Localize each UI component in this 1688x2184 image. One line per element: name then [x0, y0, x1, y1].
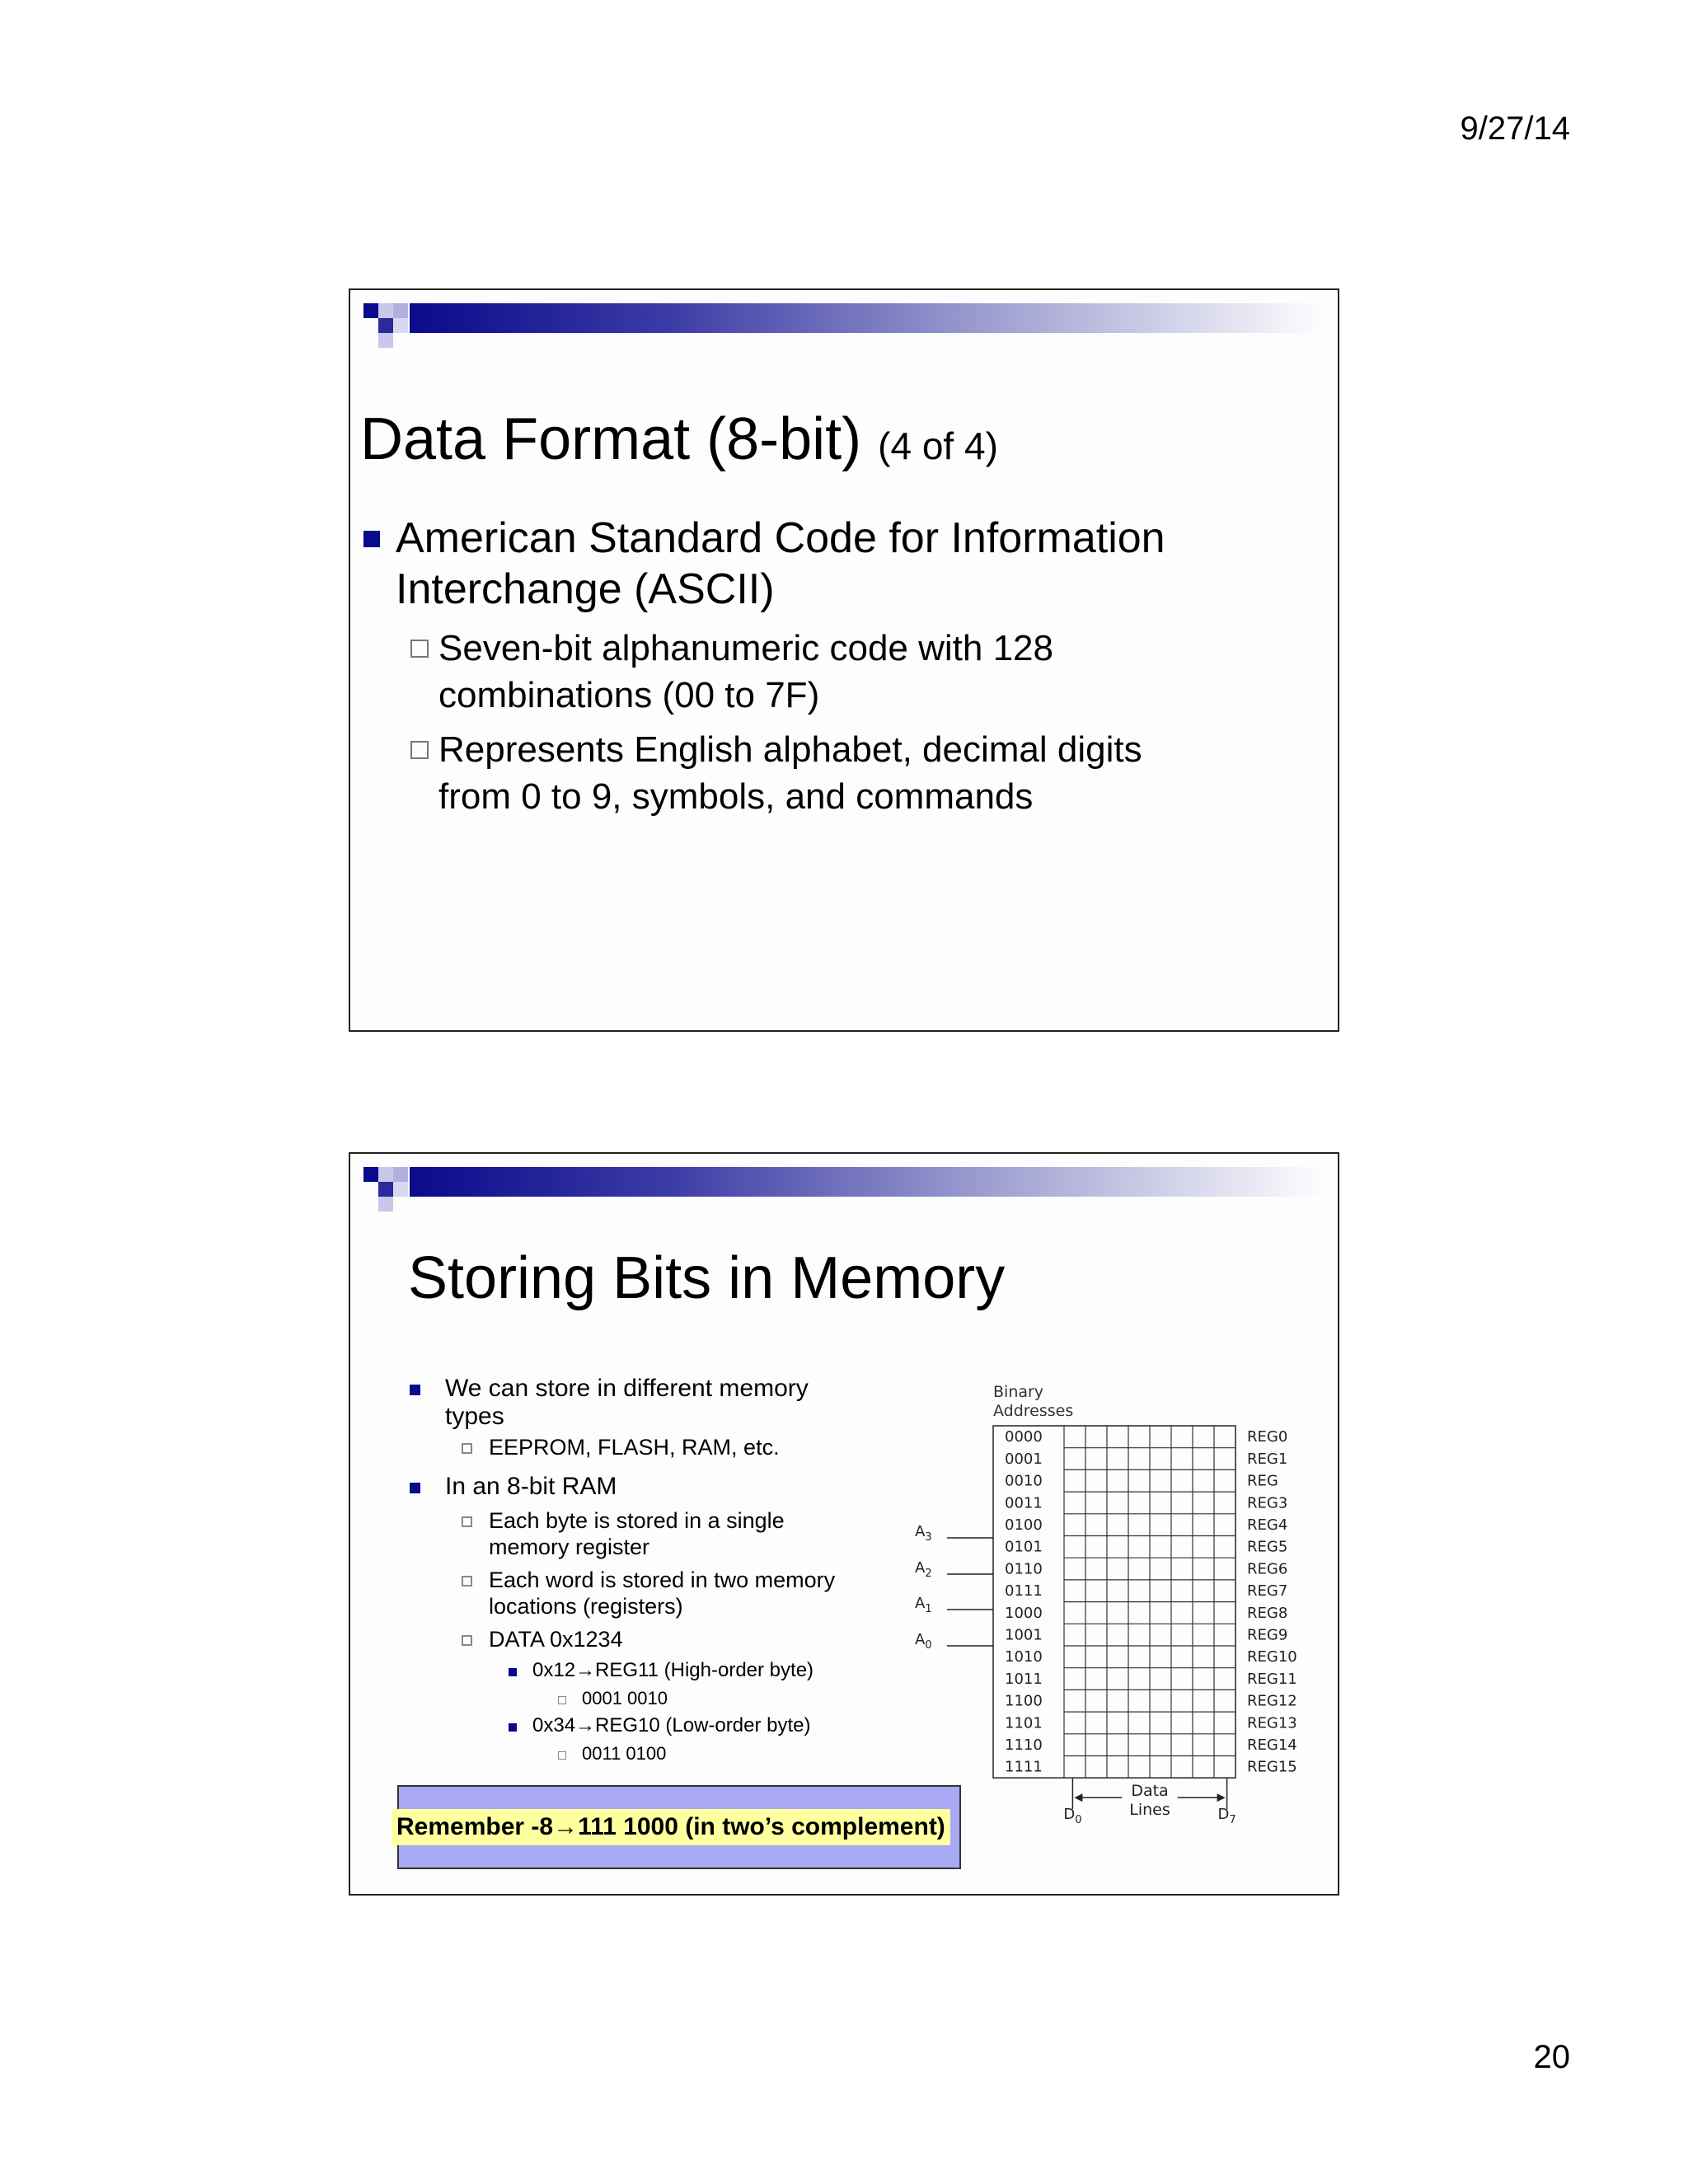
binary-address: 1111: [1005, 1758, 1043, 1776]
subbullet-represents-line2: from 0 to 9, symbols, and commands: [438, 776, 1034, 817]
slide-banner: [350, 290, 1338, 349]
slide-storing-bits: [349, 1152, 1339, 1896]
binary-address: 1010: [1005, 1648, 1043, 1666]
page-number: 20: [1533, 2039, 1570, 2075]
memory-register-diagram: [350, 1154, 1339, 1896]
data-line-d0-label: $D_0$: [1063, 1806, 1082, 1827]
register-label: REG: [1247, 1472, 1278, 1490]
register-label: REG4: [1247, 1516, 1288, 1535]
subbullet-word-line1: Each word is stored in two memory: [489, 1568, 836, 1592]
hollow-square-icon: [410, 741, 429, 759]
address-line-label: $A_3$: [915, 1523, 932, 1544]
subbullet-eeprom: EEPROM, FLASH, RAM, etc.: [489, 1435, 780, 1460]
subbullet-seven-bit-line2: combinations (00 to 7F): [438, 675, 820, 715]
register-label: REG14: [1247, 1736, 1297, 1755]
register-label: REG9: [1247, 1626, 1288, 1644]
binary-address: 0110: [1005, 1560, 1043, 1578]
register-label: REG8: [1247, 1604, 1288, 1622]
arrow-left-icon: [1074, 1793, 1082, 1802]
binary-address: 0100: [1005, 1516, 1043, 1535]
register-label: REG11: [1247, 1670, 1297, 1688]
binary-address: 1110: [1005, 1736, 1043, 1755]
address-line-label: $A_1$: [915, 1595, 932, 1615]
binary-address: 0011: [1005, 1494, 1043, 1512]
data-item-high-bits: 0001 0010: [582, 1688, 668, 1708]
register-label: REG7: [1247, 1582, 1288, 1601]
binary-address: 1101: [1005, 1714, 1043, 1732]
data-line-d7-label: $D_7$: [1217, 1806, 1236, 1827]
bullet-memory-types-line1: We can store in different memory: [445, 1375, 809, 1402]
register-label: REG3: [1247, 1494, 1288, 1512]
address-line-label: $A_0$: [915, 1631, 932, 1652]
register-label: REG0: [1247, 1428, 1288, 1446]
register-label: REG12: [1247, 1692, 1297, 1710]
data-lines-label-line2: Lines: [1129, 1801, 1170, 1820]
data-item-low: 0x34→REG10 (Low-order byte): [532, 1714, 811, 1736]
register-label: REG6: [1247, 1560, 1288, 1578]
page-date: 9/27/14: [1460, 110, 1570, 147]
binary-address: 0000: [1005, 1428, 1043, 1446]
data-lines-label-line1: Data: [1131, 1782, 1169, 1801]
register-label: REG1: [1247, 1450, 1288, 1468]
diagram-header-line1: Binary: [993, 1383, 1044, 1401]
binary-address: 0111: [1005, 1582, 1043, 1601]
data-item-high: 0x12→REG11 (High-order byte): [532, 1659, 814, 1681]
binary-address: 1000: [1005, 1604, 1043, 1622]
register-label: REG10: [1247, 1648, 1297, 1666]
register-label: REG5: [1247, 1538, 1288, 1556]
binary-address: 0010: [1005, 1472, 1043, 1490]
bullet-ascii-line2: Interchange (ASCII): [396, 565, 775, 613]
subbullet-represents-line1: Represents English alphabet, decimal digits: [438, 729, 1142, 770]
address-line-label: $A_2$: [915, 1559, 932, 1580]
remember-note: Remember -8→111 1000 (in two’s complement): [392, 1809, 950, 1845]
slide-title: Data Format (8-bit) (4 of 4): [360, 406, 998, 472]
bullet-ascii-line1: American Standard Code for Information: [396, 514, 1165, 562]
subbullet-byte-line1: Each byte is stored in a single: [489, 1508, 785, 1533]
binary-address: 1011: [1005, 1670, 1043, 1688]
bullet-memory-types-line2: types: [445, 1403, 504, 1430]
subbullet-byte-line2: memory register: [489, 1535, 650, 1559]
data-item-low-bits: 0011 0100: [582, 1743, 667, 1764]
bullet-square-icon: [363, 531, 380, 547]
register-label: REG13: [1247, 1714, 1297, 1732]
arrow-right-icon: [1217, 1793, 1226, 1802]
binary-address: 1100: [1005, 1692, 1043, 1710]
subbullet-data: DATA 0x1234: [489, 1627, 623, 1652]
binary-address: 0101: [1005, 1538, 1043, 1556]
binary-address: 0001: [1005, 1450, 1043, 1468]
binary-address: 1001: [1005, 1626, 1043, 1644]
bullet-8bit-ram: In an 8-bit RAM: [445, 1473, 617, 1500]
subbullet-seven-bit-line1: Seven-bit alphanumeric code with 128: [438, 628, 1054, 668]
diagram-header-line2: Addresses: [993, 1402, 1074, 1420]
hollow-square-icon: [410, 640, 429, 658]
subbullet-word-line2: locations (registers): [489, 1594, 683, 1619]
register-label: REG15: [1247, 1758, 1297, 1776]
slide-data-format: [349, 288, 1339, 1032]
slide-title: Storing Bits in Memory: [408, 1245, 1006, 1311]
